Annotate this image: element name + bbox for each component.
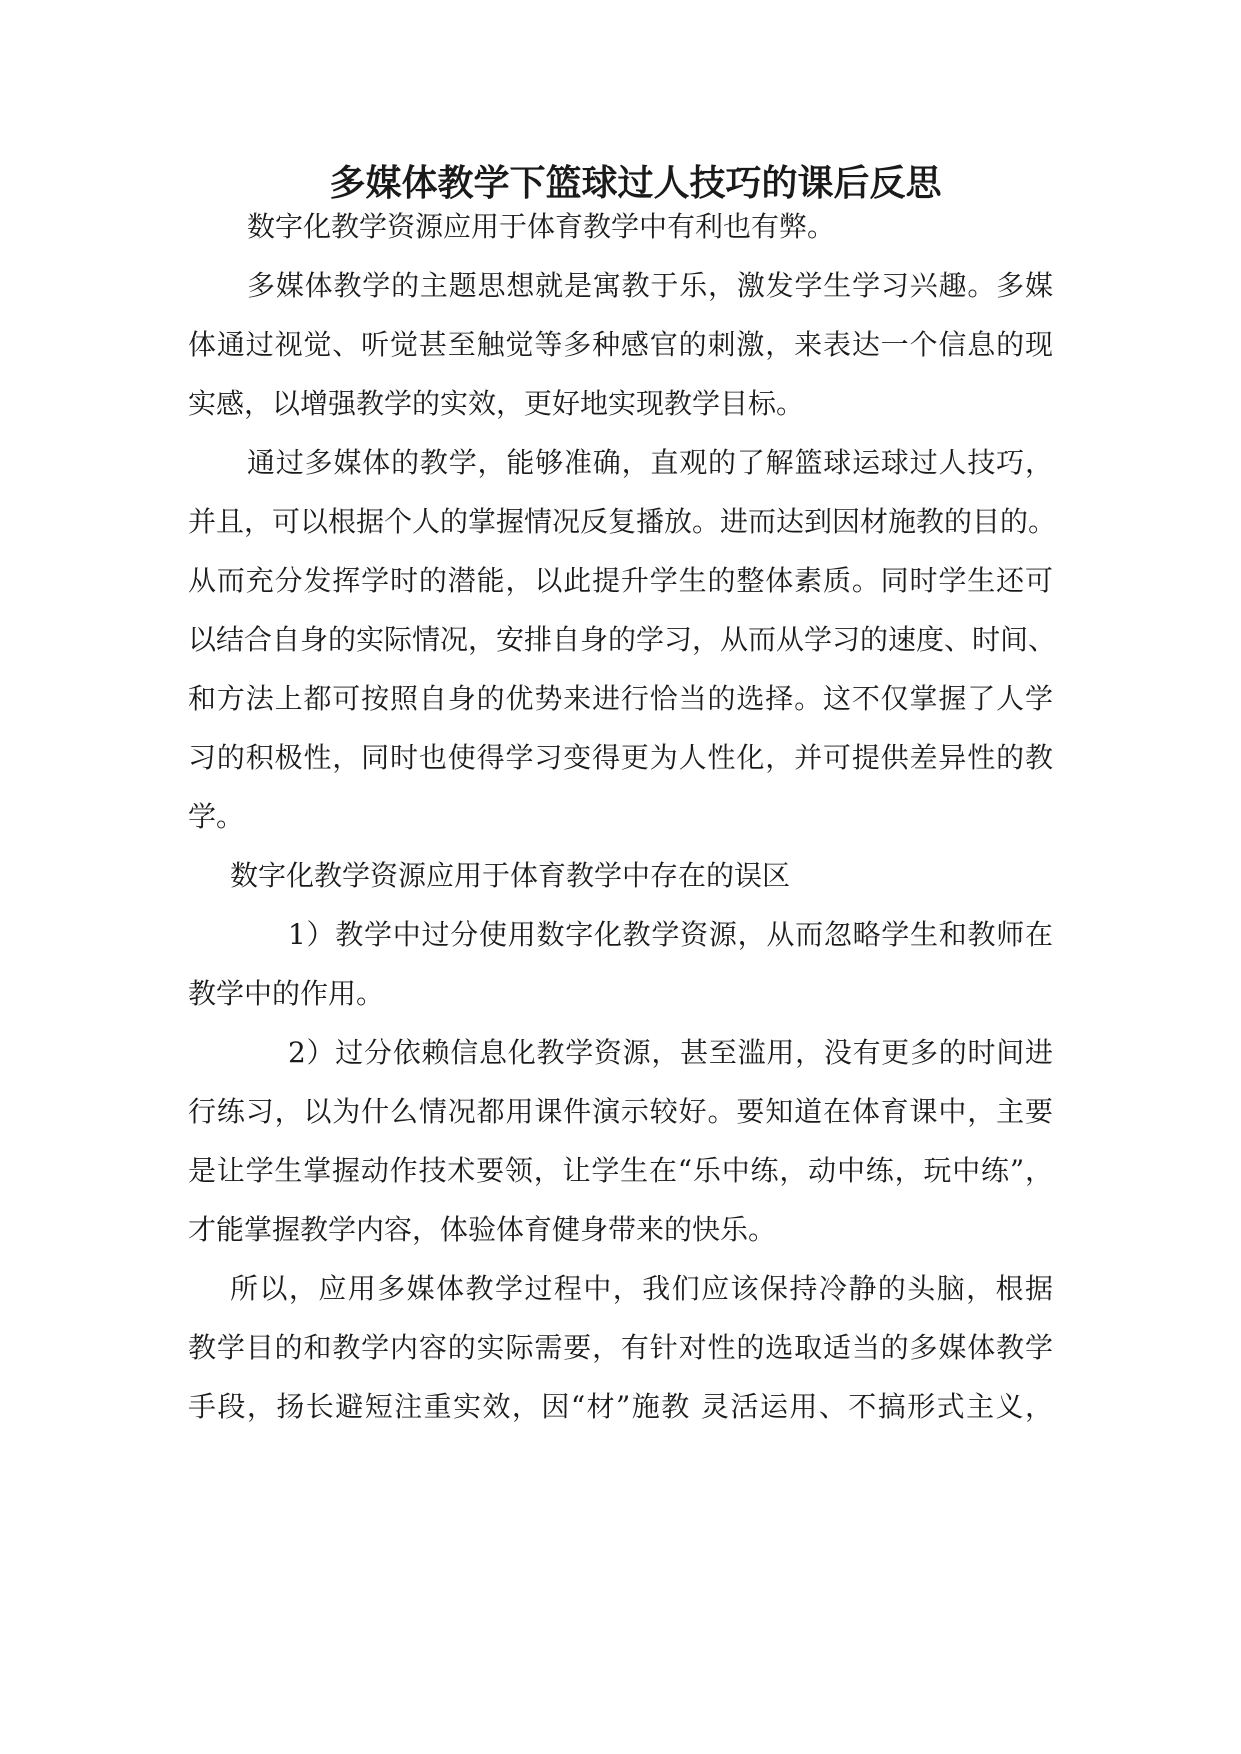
text-line: 数字化教学资源应用于体育教学中有利也有弊。 — [247, 210, 836, 243]
text-line: 是让学生掌握动作技术要领，让学生在“乐中练，动中练，玩中练”， — [188, 1154, 1053, 1187]
text-line: 所以，应用多媒体教学过程中，我们应该保持冷静的头脑，根据 — [230, 1272, 1053, 1305]
text-line: 通过多媒体的教学，能够准确，直观的了解篮球运球过人技巧， — [247, 446, 1053, 479]
text-line: 才能掌握教学内容，体验体育健身带来的快乐。 — [188, 1213, 777, 1246]
text-line: 多媒体教学的主题思想就是寓教于乐，激发学生学习兴趣。多媒 — [247, 269, 1053, 302]
text-line: 学。 — [188, 800, 245, 833]
text-line: 1）教学中过分使用数字化教学资源，从而忽略学生和教师在 — [288, 918, 1053, 951]
section-heading: 数字化教学资源应用于体育教学中存在的误区 — [230, 859, 791, 892]
text-line: 手段，扬长避短注重实效，因“材”施教 灵活运用、不搞形式主义， — [188, 1390, 1053, 1423]
text-line: 行练习，以为什么情况都用课件演示较好。要知道在体育课中，主要 — [188, 1095, 1053, 1128]
text-line: 从而充分发挥学时的潜能，以此提升学生的整体素质。同时学生还可 — [188, 564, 1053, 597]
text-line: 教学中的作用。 — [188, 977, 385, 1010]
text-line: 以结合自身的实际情况，安排自身的学习，从而从学习的速度、时间、 — [188, 623, 1057, 656]
text-line: 并且，可以根据个人的掌握情况反复播放。进而达到因材施教的目的。 — [188, 505, 1057, 538]
text-line: 和方法上都可按照自身的优势来进行恰当的选择。这不仅掌握了人学 — [188, 682, 1053, 715]
text-line: 教学目的和教学内容的实际需要，有针对性的选取适当的多媒体教学 — [188, 1331, 1053, 1364]
text-line: 实感，以增强教学的实效，更好地实现教学目标。 — [188, 387, 805, 420]
text-line: 2）过分依赖信息化教学资源，甚至滥用，没有更多的时间进 — [288, 1036, 1053, 1069]
text-line: 体通过视觉、听觉甚至触觉等多种感官的刺激，来表达一个信息的现 — [188, 328, 1053, 361]
text-line: 习的积极性，同时也使得学习变得更为人性化，并可提供差异性的教 — [188, 741, 1053, 774]
document-title: 多媒体教学下篮球过人技巧的课后反思 — [329, 162, 942, 204]
